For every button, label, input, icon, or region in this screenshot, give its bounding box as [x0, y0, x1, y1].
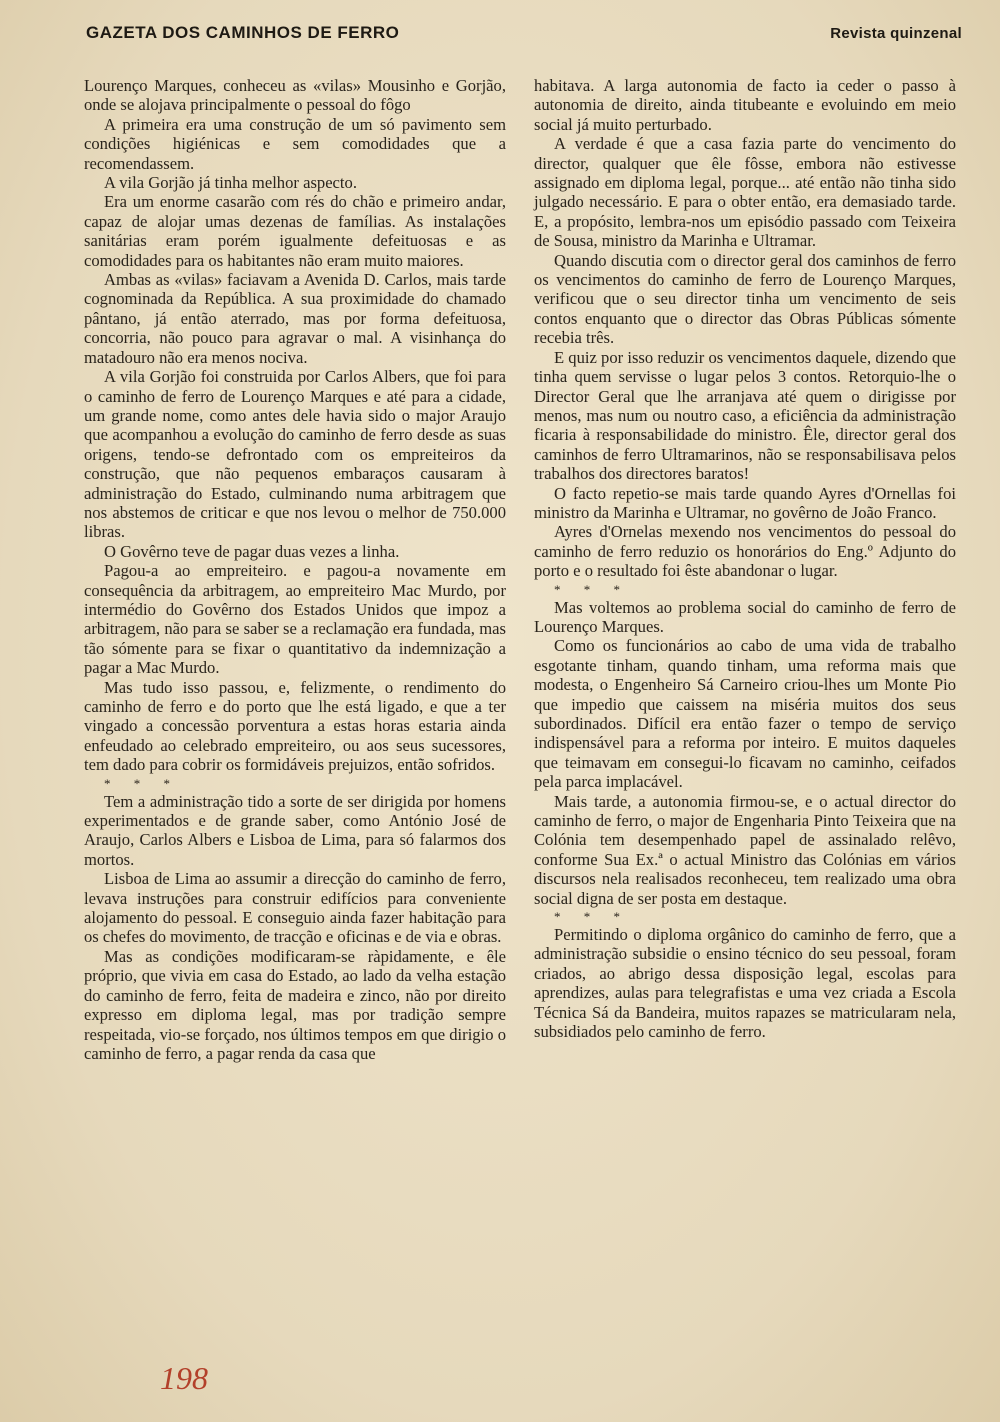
paragraph: habitava. A larga autonomia de facto ia ceder o passo à autonomia de direito, ainda titubeante e evoluindo em meio social já muito perturbado. — [534, 76, 956, 134]
paragraph: Mas as condições modificaram-se ràpidamente, e êle próprio, que vivia em casa do Estado, ao lado da velha estação do caminho de ferro, feita de madeira e zinco, não por direito expresso em diploma legal, mas por tradição sempre respeitada, vio-se forçado, nos últimos tempos em que dirigio o caminho de ferro, a pagar renda da casa que — [84, 946, 506, 1063]
paragraph: E quiz por isso reduzir os vencimentos daquele, dizendo que tinha quem servisse o lugar pelos 3 contos. Retorquio-lhe o Director Geral que lhe arranjava até quem o dirigisse por menos, mas num ou noutro caso, a eficiência da administração ficaria à responsabilidade do ministro. Êle, director geral dos caminhos de ferro Ultramarinos, não se responsabilisava pelos trabalhos dos directores baratos! — [534, 347, 956, 484]
paragraph: Ayres d'Ornelas mexendo nos vencimentos do pessoal do caminho de ferro reduzio os honorários do Eng.º Adjunto do porto e o resultado foi êste abandonar o lugar. — [534, 522, 956, 581]
paragraph: Era um enorme casarão com rés do chão e primeiro andar, capaz de alojar umas dezenas de famílias. As instalações sanitárias eram porém igualmente defeituosas e as comodidades para os habitantes não eram muito maiores. — [84, 192, 506, 270]
paragraph: Permitindo o diploma orgânico do caminho de ferro, que a administração subsidie o ensino técnico do seu pessoal, foram criados, ao abrigo dessa disposição legal, escolas para aprendizes, aulas para telegrafistas e uma vez criada a Escola Técnica Sá da Bandeira, muitos rapazes se matricularam nela, subsidiados pelo caminho de ferro. — [534, 925, 956, 1042]
paragraph: Como os funcionários ao cabo de uma vida de trabalho esgotante tinham, quando tinham, uma reforma mais que modesta, o Engenheiro Sá Carneiro criou-lhes um Monte Pio que impedio que caissem na miséria muitos dos seus subordinados. Difícil era então fazer o tempo de serviço indispensável para a reforma por inteiro. E muitos daqueles que teimavam em consegui-lo ficavam no caminho, ceifados pela parca implacável. — [534, 636, 956, 792]
running-header — [86, 18, 962, 48]
section-separator: * * * — [104, 775, 180, 791]
paragraph: A verdade é que a casa fazia parte do vencimento do director, qualquer que êle fôsse, embora não estivesse assignado em diploma legal, porque... até então não tinha sido julgado necessário. E para o obter então, era demasiado tarde. E, a propósito, lembra-nos um episódio passado com Teixeira de Sousa, ministro da Marinha e Ultramar. — [534, 134, 956, 251]
paragraph: Mas voltemos ao problema social do caminho de ferro de Lourenço Marques. — [534, 597, 956, 636]
paragraph: Tem a administração tido a sorte de ser dirigida por homens experimentados e de grande saber, como António José de Araujo, Carlos Albers e Lisboa de Lima, para só falarmos dos mortos. — [84, 791, 506, 869]
section-separator: * * * — [554, 581, 630, 597]
paragraph: A primeira era uma construção de um só pavimento sem condições higiénicas e sem comodidades que a recomendassem. — [84, 114, 506, 173]
paragraph: Mas tudo isso passou, e, felizmente, o rendimento do caminho de ferro e do porto que lhe está ligado, e que a ter vingado a concessão porventura a estas horas estaria ainda enfeudado ao celebrado empreiteiro, ou aos seus sucessores, tem dado para cobrir os formidáveis prejuizos, então sofridos. — [84, 677, 506, 775]
paragraph: Quando discutia com o director geral dos caminhos de ferro os vencimentos do caminho de ferro de Lourenço Marques, verificou que o seu director tinha um vencimento de seis contos enquanto que o director das Obras Públicas sómente recebia três. — [534, 250, 956, 348]
journal-subtitle: Revista quinzenal — [830, 24, 962, 42]
left-column — [84, 76, 506, 1063]
section-separator: * * * — [554, 909, 630, 925]
paragraph: Ambas as «vilas» faciavam a Avenida D. Carlos, mais tarde cognominada da República. A sua proximidade do chamado pântano, já então aterrado, mas por forma defeituosa, concorria, não pouco para agravar o mal. A visinhança do matadouro não era menos nociva. — [84, 270, 506, 367]
paragraph: Pagou-a ao empreiteiro. e pagou-a novamente em consequência da arbitragem, ao empreiteiro Mac Murdo, por intermédio do Govêrno dos Estados Unidos que impoz a arbitragem, não para se saber se a reclamação era fundada, mas tão sómente para se fixar o quantitativo da indemnização a pagar a Mac Murdo. — [84, 561, 506, 678]
paragraph: Lisboa de Lima ao assumir a direcção do caminho de ferro, levava instruções para construir edifícios para conveniente alojamento do pessoal. E conseguio ainda fazer habitação para os chefes do movimento, de tracção e oficinas e de via e obras. — [84, 869, 506, 947]
journal-title: GAZETA DOS CAMINHOS DE FERRO — [86, 23, 400, 42]
paragraph: O facto repetio-se mais tarde quando Ayres d'Ornellas foi ministro da Marinha e Ultramar, no govêrno de João Franco. — [534, 483, 956, 522]
page-number: 198 — [160, 1360, 208, 1396]
paragraph: A vila Gorjão foi construida por Carlos Albers, que foi para o caminho de ferro de Lourenço Marques e até para a cidade, um grande nome, como antes dele havia sido o major Araujo que acompanhou a evolução do caminho de ferro desde as suas origens, tendo-se defrontado com os empreiteiros da construção, que não pequenos embaraços causaram à administração do Estado, culminando numa arbitragem que nos abstemos de criticar e que nos levou o melhor de 750.000 libras. — [84, 367, 506, 542]
paragraph: A vila Gorjão já tinha melhor aspecto. — [104, 173, 357, 193]
paragraph: O Govêrno teve de pagar duas vezes a linha. — [104, 541, 400, 561]
paragraph: Mais tarde, a autonomia firmou-se, e o actual director do caminho de ferro, o major de Engenharia Pinto Teixeira que na Colónia tem desempenhado papel de assinalado relêvo, conforme Sua Ex.ª o actual Ministro das Colónias em vários discursos nela realisados reconheceu, tem realizado uma obra social digna de ser posta em destaque. — [534, 791, 956, 908]
paragraph: Lourenço Marques, conheceu as «vilas» Mousinho e Gorjão, onde se alojava principalmente o pessoal do fôgo — [84, 76, 506, 115]
right-column — [534, 76, 956, 1042]
